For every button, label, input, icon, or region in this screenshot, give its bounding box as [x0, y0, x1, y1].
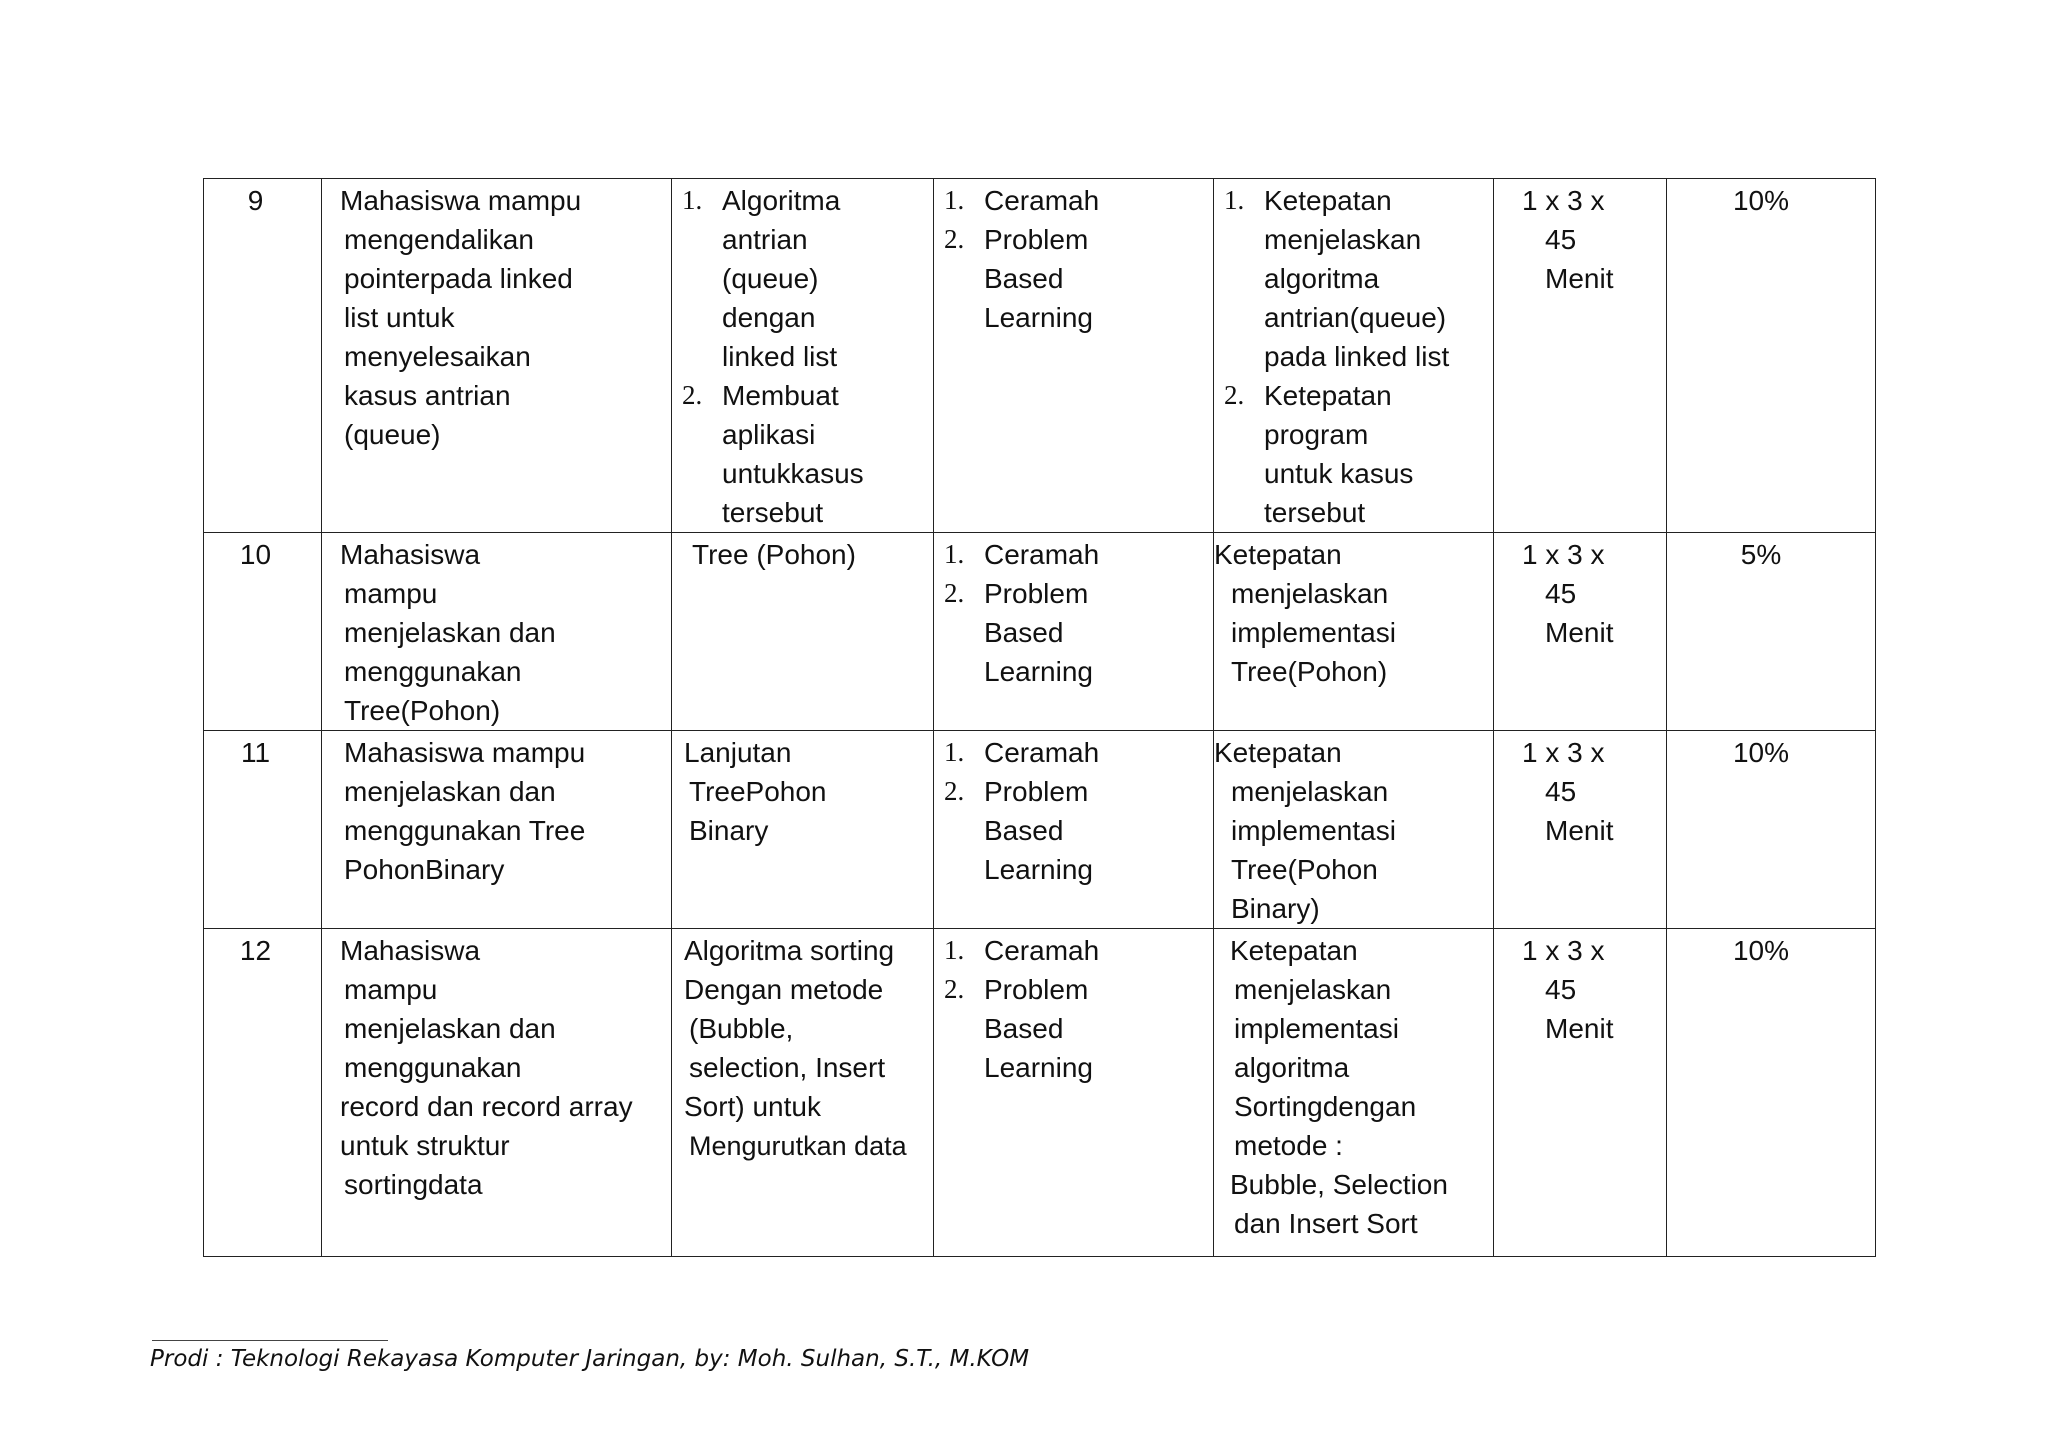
- text-line: Learning: [984, 854, 1093, 885]
- text-line: 1 x 3 x: [1522, 539, 1605, 570]
- materi-cell: [672, 929, 934, 1257]
- list-item: [944, 220, 1209, 337]
- indikator-cell: [1214, 179, 1494, 533]
- waktu-cell: [1494, 179, 1667, 533]
- materi-cell: [672, 731, 934, 929]
- materi-cell: [672, 533, 934, 731]
- text-line: menggunakan Tree: [344, 815, 586, 846]
- text-line: menjelaskan: [1231, 578, 1389, 609]
- kemampuan-cell: [322, 533, 672, 731]
- kemampuan-cell: [322, 731, 672, 929]
- text-line: Learning: [984, 302, 1093, 333]
- metode-list: [934, 533, 1213, 691]
- text-line: menggunakan: [344, 1052, 522, 1083]
- item-number: 2.: [682, 380, 703, 410]
- text-line: antrian(queue): [1264, 302, 1447, 333]
- list-item: [682, 376, 929, 532]
- text-line: untuk struktur: [340, 1130, 510, 1161]
- text-line: Binary: [689, 815, 769, 846]
- text-line: Based: [984, 1013, 1064, 1044]
- text-line: Ceramah: [984, 185, 1100, 216]
- row-number: 12: [204, 929, 322, 1257]
- footer-rule: [152, 1340, 388, 1341]
- text-line: aplikasi: [722, 419, 816, 450]
- text-line: program: [1264, 419, 1369, 450]
- text-line: metode :: [1234, 1130, 1343, 1161]
- metode-list: [934, 929, 1213, 1087]
- indikator-cell: [1214, 731, 1494, 929]
- text-line: Problem: [984, 224, 1089, 255]
- text-line: menjelaskan: [1231, 776, 1389, 807]
- text-line: Algoritma: [722, 185, 841, 216]
- text-line: Ketepatan: [1214, 737, 1342, 768]
- materi-cell: [672, 179, 934, 533]
- text-line: Learning: [984, 1052, 1093, 1083]
- text-line: Algoritma sorting: [684, 935, 895, 966]
- text-line: menyelesaikan: [344, 341, 531, 372]
- text-line: tersebut: [722, 497, 824, 528]
- item-number: 2.: [944, 974, 965, 1004]
- text-line: menjelaskan: [1234, 974, 1392, 1005]
- item-number: 2.: [1224, 380, 1245, 410]
- text-line: mampu: [344, 974, 438, 1005]
- text-line: Menit: [1545, 617, 1614, 648]
- text-line: PohonBinary: [344, 854, 505, 885]
- text-line: untukkasus: [722, 458, 864, 489]
- list-item: [944, 931, 1209, 970]
- metode-list: [934, 179, 1213, 337]
- list-item: [944, 535, 1209, 574]
- metode-cell: [934, 731, 1214, 929]
- kemampuan-cell: [322, 929, 672, 1257]
- text-line: dengan: [722, 302, 816, 333]
- text-line: record dan record array: [340, 1091, 633, 1122]
- row-number: 9: [204, 179, 322, 533]
- indikator-cell: [1214, 929, 1494, 1257]
- metode-cell: [934, 533, 1214, 731]
- bobot-cell: 10%: [1667, 179, 1876, 533]
- text-line: Menit: [1545, 263, 1614, 294]
- text-line: implementasi: [1231, 815, 1396, 846]
- table-row: [204, 731, 1876, 929]
- bobot-cell: 10%: [1667, 929, 1876, 1257]
- row-number: 11: [204, 731, 322, 929]
- row-number: 10: [204, 533, 322, 731]
- item-number: 1.: [944, 539, 965, 569]
- text-line: menjelaskan: [1264, 224, 1422, 255]
- text-line: menjelaskan dan: [344, 617, 556, 648]
- list-item: [682, 181, 929, 376]
- text-line: Sortingdengan: [1234, 1091, 1417, 1122]
- text-line: list untuk: [344, 302, 455, 333]
- metode-cell: [934, 929, 1214, 1257]
- text-line: 1 x 3 x: [1522, 185, 1605, 216]
- text-line: pointerpada linked: [344, 263, 573, 294]
- table-row: [204, 533, 1876, 731]
- list-item: [1224, 376, 1489, 532]
- waktu-cell: [1494, 533, 1667, 731]
- materi-list: [672, 179, 933, 532]
- text-line: Lanjutan: [684, 737, 792, 768]
- text-line: (Bubble,: [689, 1013, 794, 1044]
- text-line: Ceramah: [984, 539, 1100, 570]
- text-line: kasus antrian: [344, 380, 511, 411]
- text-line: Based: [984, 263, 1064, 294]
- item-number: 2.: [944, 224, 965, 254]
- list-item: [1224, 181, 1489, 376]
- item-number: 1.: [944, 737, 965, 767]
- text-line: Problem: [984, 974, 1089, 1005]
- text-line: sortingdata: [344, 1169, 483, 1200]
- text-line: Based: [984, 617, 1064, 648]
- text-line: Problem: [984, 578, 1089, 609]
- text-line: 45: [1545, 974, 1577, 1005]
- text-line: algoritma: [1264, 263, 1380, 294]
- text-line: Binary): [1231, 893, 1320, 924]
- list-item: [944, 181, 1209, 220]
- bobot-cell: 10%: [1667, 731, 1876, 929]
- text-line: antrian: [722, 224, 808, 255]
- rps-table: [203, 178, 1876, 1257]
- text-line: Mahasiswa: [340, 539, 481, 570]
- text-line: menjelaskan dan: [344, 1013, 556, 1044]
- text-line: Tree(Pohon): [344, 695, 501, 726]
- text-line: Ketepatan: [1214, 539, 1342, 570]
- indikator-cell: [1214, 533, 1494, 731]
- text-line: untuk kasus: [1264, 458, 1414, 489]
- text-line: Ketepatan: [1264, 380, 1392, 411]
- text-line: pada linked list: [1264, 341, 1450, 372]
- text-line: Ketepatan: [1230, 935, 1358, 966]
- text-line: Membuat: [722, 380, 839, 411]
- list-item: [944, 772, 1209, 889]
- text-line: Tree(Pohon): [1231, 656, 1388, 687]
- list-item: [944, 970, 1209, 1087]
- text-line: Menit: [1545, 815, 1614, 846]
- text-line: TreePohon: [689, 776, 827, 807]
- item-number: 1.: [1224, 185, 1245, 215]
- text-line: Sort) untuk: [684, 1091, 821, 1122]
- text-line: 45: [1545, 224, 1577, 255]
- text-line: tersebut: [1264, 497, 1366, 528]
- text-line: Mengurutkan data: [689, 1131, 907, 1161]
- text-line: 1 x 3 x: [1522, 737, 1605, 768]
- table-body: [204, 179, 1876, 1257]
- text-line: menggunakan: [344, 656, 522, 687]
- text-line: Learning: [984, 656, 1093, 687]
- text-line: Mahasiswa mampu: [344, 737, 586, 768]
- text-line: menjelaskan dan: [344, 776, 556, 807]
- text-line: Ceramah: [984, 935, 1100, 966]
- text-line: (queue): [722, 263, 819, 294]
- item-number: 1.: [944, 185, 965, 215]
- item-number: 1.: [682, 185, 703, 215]
- page-footer: Prodi : Teknologi Rekayasa Komputer Jaringan, by: Moh. Sulhan, S.T., M.KOM: [150, 1346, 1030, 1372]
- text-line: Ketepatan: [1264, 185, 1392, 216]
- text-line: dan Insert Sort: [1234, 1208, 1418, 1239]
- text-line: implementasi: [1234, 1013, 1399, 1044]
- list-item: [944, 733, 1209, 772]
- text-line: (queue): [344, 419, 441, 450]
- text-line: linked list: [722, 341, 838, 372]
- text-line: Mahasiswa mampu: [340, 185, 582, 216]
- text-line: Problem: [984, 776, 1089, 807]
- text-line: mampu: [344, 578, 438, 609]
- text-line: Dengan metode: [684, 974, 884, 1005]
- text-line: Mahasiswa: [340, 935, 481, 966]
- indikator-list: [1214, 179, 1493, 532]
- text-line: Ceramah: [984, 737, 1100, 768]
- bobot-cell: 5%: [1667, 533, 1876, 731]
- text-line: 45: [1545, 578, 1577, 609]
- waktu-cell: [1494, 731, 1667, 929]
- kemampuan-cell: [322, 179, 672, 533]
- table-row: [204, 929, 1876, 1257]
- item-number: 1.: [944, 935, 965, 965]
- text-line: implementasi: [1231, 617, 1396, 648]
- text-line: algoritma: [1234, 1052, 1350, 1083]
- metode-cell: [934, 179, 1214, 533]
- item-number: 2.: [944, 578, 965, 608]
- waktu-cell: [1494, 929, 1667, 1257]
- text-line: mengendalikan: [344, 224, 534, 255]
- text-line: Bubble, Selection: [1230, 1169, 1448, 1200]
- text-line: 1 x 3 x: [1522, 935, 1605, 966]
- list-item: [944, 574, 1209, 691]
- text-line: selection, Insert: [689, 1052, 886, 1083]
- text-line: Based: [984, 815, 1064, 846]
- metode-list: [934, 731, 1213, 889]
- text-line: Tree(Pohon: [1231, 854, 1378, 885]
- text-line: 45: [1545, 776, 1577, 807]
- item-number: 2.: [944, 776, 965, 806]
- table-row: [204, 179, 1876, 533]
- text-line: Menit: [1545, 1013, 1614, 1044]
- text-line: Tree (Pohon): [692, 539, 856, 570]
